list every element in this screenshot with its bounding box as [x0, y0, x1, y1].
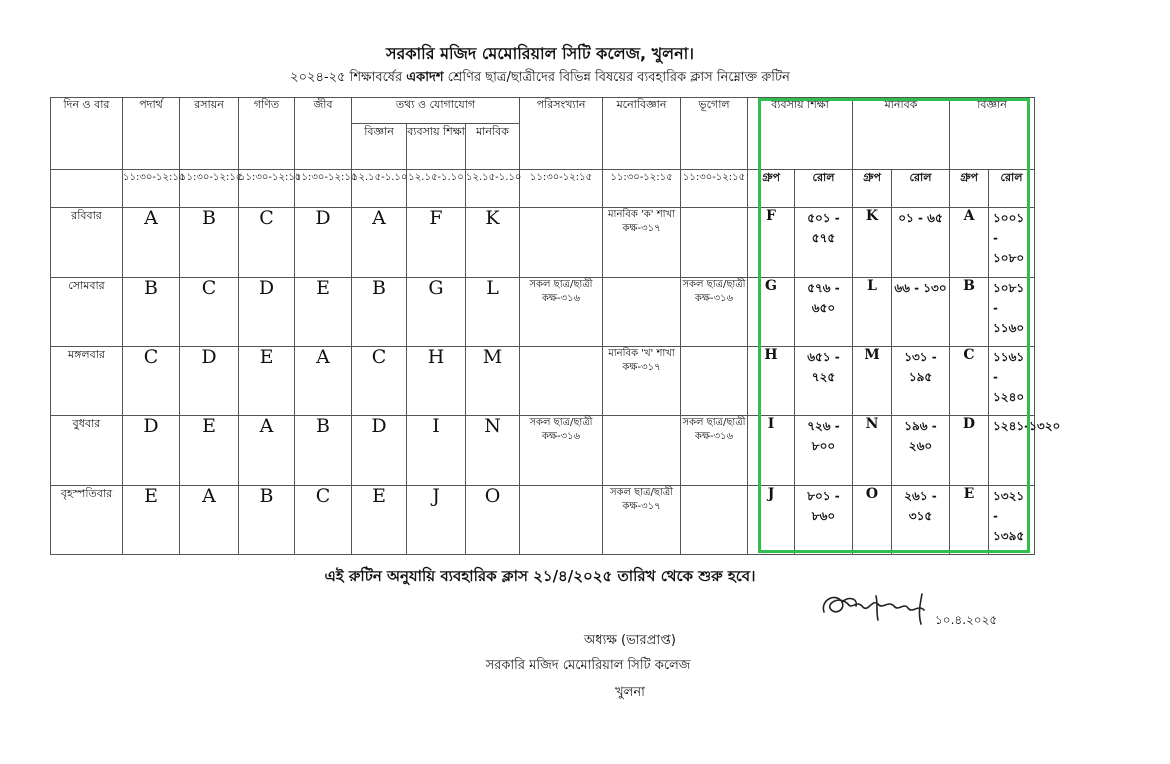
geography-note: সকল ছাত্র/ছাত্রী কক্ষ-৩১৬: [681, 416, 748, 485]
statistics-note: [520, 208, 603, 277]
ict-business-group: H: [407, 347, 466, 416]
statistics-note: সকল ছাত্র/ছাত্রী কক্ষ-৩১৬: [520, 277, 603, 346]
header-humanities: মানবিক: [853, 98, 950, 170]
hum-roll-range: ১৯৬ - ২৬০: [892, 416, 950, 485]
sci-group: C: [950, 347, 989, 416]
header-statistics: পরিসংখ্যান: [520, 98, 603, 170]
hum-group: K: [853, 208, 892, 277]
statistics-note: সকল ছাত্র/ছাত্রী কক্ষ-৩১৬: [520, 416, 603, 485]
physics-group: C: [123, 347, 180, 416]
ict-business-group: J: [407, 485, 466, 554]
college-title: সরকারি মজিদ মেমোরিয়াল সিটি কলেজ, খুলনা।: [385, 44, 695, 63]
signatory-college: সরকারি মজিদ মেমোরিয়াল সিটি কলেজ: [485, 658, 691, 673]
geography-note: [681, 347, 748, 416]
physics-group: A: [123, 208, 180, 277]
header-geography: ভূগোল: [681, 98, 748, 170]
geography-note: [681, 485, 748, 554]
sci-roll-label: রোল: [989, 170, 1035, 208]
ict-humanities-group: K: [466, 208, 520, 277]
sci-group: E: [950, 485, 989, 554]
time-ict-science: ১২.১৫-১.১০: [352, 170, 407, 208]
bs-roll-range: ৭২৬ - ৮০০: [795, 416, 853, 485]
chemistry-group: D: [180, 347, 239, 416]
sci-roll-range: ১১৬১ - ১২৪০: [989, 347, 1035, 416]
time-psychology: ১১:৩০-১২:১৫: [603, 170, 681, 208]
hum-roll-label: রোল: [892, 170, 950, 208]
time-ict-humanities: ১২.১৫-১.১০: [466, 170, 520, 208]
hum-roll-range: ১৩১ - ১৯৫: [892, 347, 950, 416]
biology-group: D: [295, 208, 352, 277]
hum-group: M: [853, 347, 892, 416]
signatory-city: খুলনা: [615, 685, 645, 700]
header-chemistry: রসায়ন: [180, 98, 239, 170]
hum-group: O: [853, 485, 892, 554]
ict-science-group: A: [352, 208, 407, 277]
routine-row: [51, 208, 1035, 277]
bs-group: F: [748, 208, 795, 277]
ict-business-group: I: [407, 416, 466, 485]
practical-class-routine-table: [50, 97, 1061, 555]
routine-row: [51, 485, 1035, 554]
biology-group: C: [295, 485, 352, 554]
routine-row: [51, 277, 1035, 346]
routine-row: [51, 416, 1035, 485]
chemistry-group: B: [180, 208, 239, 277]
hum-group-label: গ্রুপ: [853, 170, 892, 208]
ict-humanities-group: N: [466, 416, 520, 485]
hum-group: L: [853, 277, 892, 346]
bs-roll-range: ৫০১ - ৫৭৫: [795, 208, 853, 277]
header-ict-business: ব্যবসায় শিক্ষা: [407, 124, 466, 170]
bs-group: I: [748, 416, 795, 485]
routine-start-notice: এই রুটিন অনুযায়ি ব্যবহারিক ক্লাস ২১/৪/২০২৫ তারিখ থেকে শুরু হবে।: [324, 567, 756, 585]
ict-humanities-group: O: [466, 485, 520, 554]
math-group: B: [239, 485, 295, 554]
ict-science-group: E: [352, 485, 407, 554]
sci-roll-range: ১৩২১ - ১৩৯৫: [989, 485, 1035, 554]
time-day-blank: [51, 170, 123, 208]
bs-roll-label: রোল: [795, 170, 853, 208]
hum-roll-range: ৬৬ - ১৩০: [892, 277, 950, 346]
bs-group: G: [748, 277, 795, 346]
bs-group: H: [748, 347, 795, 416]
ict-business-group: G: [407, 277, 466, 346]
signature-date: ১০.৪.২০২৫: [935, 613, 998, 627]
physics-group: B: [123, 277, 180, 346]
ict-humanities-group: M: [466, 347, 520, 416]
hum-roll-range: ২৬১ - ৩১৫: [892, 485, 950, 554]
subtitle-class: একাদশ: [406, 70, 444, 85]
header-biology: জীব: [295, 98, 352, 170]
math-group: E: [239, 347, 295, 416]
header-day: দিন ও বার: [51, 98, 123, 170]
time-geography: ১১:৩০-১২:১৫: [681, 170, 748, 208]
ict-science-group: D: [352, 416, 407, 485]
math-group: A: [239, 416, 295, 485]
time-biology: ১১:৩০-১২:১৫: [295, 170, 352, 208]
bs-group-label: গ্রুপ: [748, 170, 795, 208]
bs-roll-range: ৮০১ - ৮৬০: [795, 485, 853, 554]
geography-note: [681, 208, 748, 277]
time-ict-business: ১২.১৫-১.১০: [407, 170, 466, 208]
row-day: বৃহস্পতিবার: [51, 485, 123, 554]
row-day: সোমবার: [51, 277, 123, 346]
routine-subtitle: [0, 69, 1080, 87]
time-math: ১১:৩০-১২:১৫: [239, 170, 295, 208]
ict-humanities-group: L: [466, 277, 520, 346]
signatory-designation: অধ্যক্ষ (ভারপ্রাপ্ত): [584, 633, 676, 648]
psychology-note: [603, 277, 681, 346]
row-day: বুধবার: [51, 416, 123, 485]
hum-group: N: [853, 416, 892, 485]
ict-science-group: C: [352, 347, 407, 416]
header-physics: পদার্থ: [123, 98, 180, 170]
statistics-note: [520, 347, 603, 416]
biology-group: A: [295, 347, 352, 416]
chemistry-group: A: [180, 485, 239, 554]
physics-group: D: [123, 416, 180, 485]
sci-group: B: [950, 277, 989, 346]
row-day: মঙ্গলবার: [51, 347, 123, 416]
principal-signature: [818, 586, 936, 630]
header-psychology: মনোবিজ্ঞান: [603, 98, 681, 170]
sci-roll-range: ১২৪১-১৩২০: [989, 416, 1035, 485]
chemistry-group: E: [180, 416, 239, 485]
header-math: গণিত: [239, 98, 295, 170]
subtitle-part-a: ২০২৪-২৫ শিক্ষাবর্ষের: [290, 70, 407, 85]
bs-roll-range: ৫৭৬ - ৬৫০: [795, 277, 853, 346]
sci-group: A: [950, 208, 989, 277]
sci-roll-range: ১০০১ - ১০৮০: [989, 208, 1035, 277]
sci-roll-range: ১০৮১ - ১১৬০: [989, 277, 1035, 346]
bs-group: J: [748, 485, 795, 554]
chemistry-group: C: [180, 277, 239, 346]
header-ict-science: বিজ্ঞান: [352, 124, 407, 170]
psychology-note: মানবিক 'ক' শাখা কক্ষ-৩১৭: [603, 208, 681, 277]
header-ict: তথ্য ও যোগাযোগ: [352, 98, 520, 124]
ict-science-group: B: [352, 277, 407, 346]
header-science: বিজ্ঞান: [950, 98, 1035, 170]
math-group: C: [239, 208, 295, 277]
time-statistics: ১১:৩০-১২:১৫: [520, 170, 603, 208]
header-business-studies: ব্যবসায় শিক্ষা: [748, 98, 853, 170]
row-day: রবিবার: [51, 208, 123, 277]
physics-group: E: [123, 485, 180, 554]
psychology-note: মানবিক 'খ' শাখা কক্ষ-৩১৭: [603, 347, 681, 416]
math-group: D: [239, 277, 295, 346]
routine-row: [51, 347, 1035, 416]
sci-group: D: [950, 416, 989, 485]
psychology-note: সকল ছাত্র/ছাত্রী কক্ষ-৩১৭: [603, 485, 681, 554]
statistics-note: [520, 485, 603, 554]
biology-group: B: [295, 416, 352, 485]
header-ict-humanities: মানবিক: [466, 124, 520, 170]
sci-group-label: গ্রুপ: [950, 170, 989, 208]
time-physics: ১১:৩০-১২:১৫: [123, 170, 180, 208]
time-chemistry: ১১:৩০-১২:১৫: [180, 170, 239, 208]
biology-group: E: [295, 277, 352, 346]
ict-business-group: F: [407, 208, 466, 277]
psychology-note: [603, 416, 681, 485]
bs-roll-range: ৬৫১ - ৭২৫: [795, 347, 853, 416]
geography-note: সকল ছাত্র/ছাত্রী কক্ষ-৩১৬: [681, 277, 748, 346]
subtitle-part-b: শ্রেণির ছাত্র/ছাত্রীদের বিভিন্ন বিষয়ের ব্যবহারিক ক্লাস নিম্নোক্ত রুটিন: [443, 70, 790, 85]
hum-roll-range: ০১ - ৬৫: [892, 208, 950, 277]
